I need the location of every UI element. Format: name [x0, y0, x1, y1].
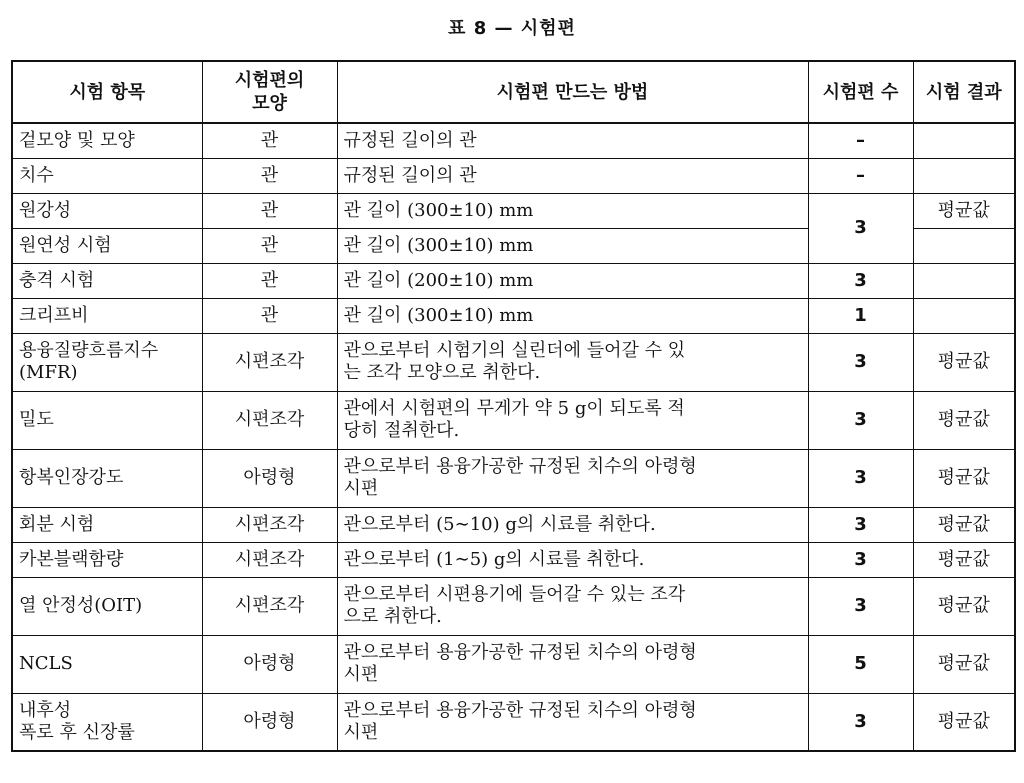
cell-method: 관으로부터 (5∼10) g의 시료를 취한다.	[337, 507, 808, 542]
cell-method: 규정된 길이의 관	[337, 123, 808, 158]
cell-item: 치수	[12, 158, 202, 193]
table-row	[12, 693, 1015, 751]
table-row	[12, 635, 1015, 693]
header-count: 시험편 수	[808, 61, 913, 123]
table-row	[12, 263, 1015, 298]
cell-shape: 관	[202, 298, 337, 333]
cell-count: –	[808, 158, 913, 193]
cell-result: 평균값	[913, 507, 1015, 542]
cell-item: 카본블랙함량	[12, 542, 202, 577]
cell-method: 관으로부터 용융가공한 규정된 치수의 아령형 시편	[337, 449, 808, 507]
cell-result: 평균값	[913, 635, 1015, 693]
cell-count: 3	[808, 391, 913, 449]
cell-shape: 아령형	[202, 449, 337, 507]
header-method: 시험편 만드는 방법	[337, 61, 808, 123]
cell-shape: 관	[202, 228, 337, 263]
cell-result: 평균값	[913, 193, 1015, 228]
cell-method: 관으로부터 시편용기에 들어갈 수 있는 조각 으로 취한다.	[337, 577, 808, 635]
cell-count: 3	[808, 693, 913, 751]
header-shape: 시험편의 모양	[202, 61, 337, 123]
cell-item: 밀도	[12, 391, 202, 449]
cell-item: 용융질량흐름지수 (MFR)	[12, 333, 202, 391]
cell-method: 관 길이 (200±10) mm	[337, 263, 808, 298]
cell-method: 관으로부터 용융가공한 규정된 치수의 아령형 시편	[337, 635, 808, 693]
cell-method: 관 길이 (300±10) mm	[337, 298, 808, 333]
table-row	[12, 158, 1015, 193]
cell-method: 관 길이 (300±10) mm	[337, 228, 808, 263]
cell-shape: 관	[202, 263, 337, 298]
table-row	[12, 333, 1015, 391]
cell-count: 1	[808, 298, 913, 333]
cell-item: 충격 시험	[12, 263, 202, 298]
cell-count: 3	[808, 193, 913, 263]
cell-result	[913, 263, 1015, 298]
table-row	[12, 391, 1015, 449]
cell-shape: 관	[202, 123, 337, 158]
cell-method: 관에서 시험편의 무게가 약 5 g이 되도록 적 당히 절취한다.	[337, 391, 808, 449]
cell-method: 관으로부터 시험기의 실린더에 들어갈 수 있 는 조각 모양으로 취한다.	[337, 333, 808, 391]
cell-item: NCLS	[12, 635, 202, 693]
cell-shape: 시편조각	[202, 333, 337, 391]
cell-count: 3	[808, 507, 913, 542]
cell-result: 평균값	[913, 542, 1015, 577]
cell-method: 관으로부터 용융가공한 규정된 치수의 아령형 시편	[337, 693, 808, 751]
specimen-table	[11, 60, 1016, 752]
cell-shape: 시편조각	[202, 391, 337, 449]
cell-item: 원강성	[12, 193, 202, 228]
cell-result	[913, 298, 1015, 333]
table-row	[12, 507, 1015, 542]
cell-shape: 관	[202, 193, 337, 228]
cell-count: –	[808, 123, 913, 158]
table-header-row	[12, 61, 1015, 123]
header-result: 시험 결과	[913, 61, 1015, 123]
table-caption: 표 8 — 시험편	[448, 18, 576, 39]
cell-count: 3	[808, 542, 913, 577]
table-row	[12, 449, 1015, 507]
cell-count: 3	[808, 333, 913, 391]
cell-count: 3	[808, 577, 913, 635]
cell-result	[913, 123, 1015, 158]
cell-item: 겉모양 및 모양	[12, 123, 202, 158]
cell-shape: 아령형	[202, 693, 337, 751]
cell-method: 관 길이 (300±10) mm	[337, 193, 808, 228]
cell-shape: 관	[202, 158, 337, 193]
table-row	[12, 542, 1015, 577]
cell-method: 규정된 길이의 관	[337, 158, 808, 193]
cell-result	[913, 158, 1015, 193]
cell-shape: 아령형	[202, 635, 337, 693]
cell-item: 회분 시험	[12, 507, 202, 542]
cell-count: 5	[808, 635, 913, 693]
cell-count: 3	[808, 263, 913, 298]
cell-shape: 시편조각	[202, 507, 337, 542]
cell-result: 평균값	[913, 577, 1015, 635]
cell-shape: 시편조각	[202, 542, 337, 577]
cell-result	[913, 228, 1015, 263]
table-row	[12, 298, 1015, 333]
table-row	[12, 123, 1015, 158]
table-row	[12, 577, 1015, 635]
cell-result: 평균값	[913, 333, 1015, 391]
header-item: 시험 항목	[12, 61, 202, 123]
cell-item: 항복인장강도	[12, 449, 202, 507]
table-row	[12, 193, 1015, 228]
cell-item: 열 안정성(OIT)	[12, 577, 202, 635]
cell-count: 3	[808, 449, 913, 507]
cell-method: 관으로부터 (1∼5) g의 시료를 취한다.	[337, 542, 808, 577]
cell-result: 평균값	[913, 693, 1015, 751]
cell-result: 평균값	[913, 449, 1015, 507]
cell-result: 평균값	[913, 391, 1015, 449]
cell-shape: 시편조각	[202, 577, 337, 635]
cell-item: 원연성 시험	[12, 228, 202, 263]
cell-item: 크리프비	[12, 298, 202, 333]
cell-item: 내후성 폭로 후 신장률	[12, 693, 202, 751]
